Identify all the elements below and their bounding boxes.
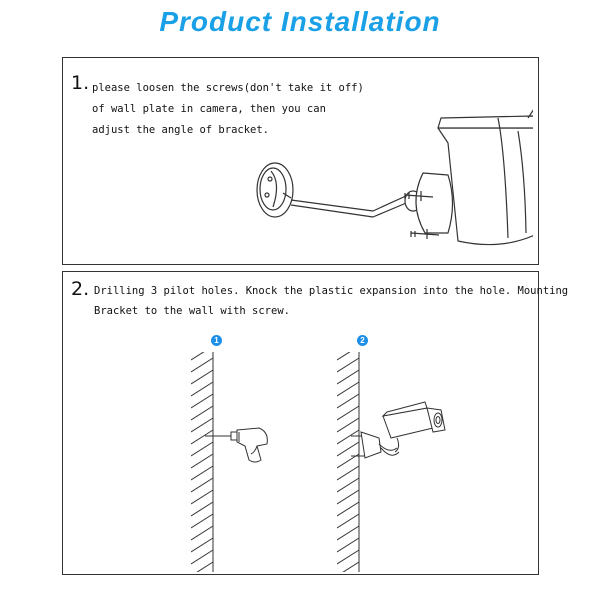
step-1-line-3: adjust the angle of bracket. (92, 124, 270, 136)
drilling-illustration (191, 352, 301, 572)
wall-hatch (191, 352, 213, 572)
step-1-panel (62, 57, 539, 265)
step-1-line-1: please loosen the screws(don't take it off) (92, 82, 364, 94)
wall-plate-illustration (257, 163, 293, 217)
step-2-instructions (94, 281, 569, 321)
step-1-number: 1. (71, 72, 90, 94)
step-2-line-2: Bracket to the wall with screw. (94, 305, 290, 317)
drill-icon (205, 428, 267, 462)
camera-mount-illustration (243, 83, 533, 263)
sub-step-1-badge: 1 (211, 335, 222, 346)
sub-step-2-badge: 2 (357, 335, 368, 346)
step-2-number: 2. (71, 278, 90, 300)
page-title: Product Installation (159, 6, 441, 37)
mounted-camera-illustration (337, 352, 487, 572)
step-2-panel (62, 271, 569, 575)
step-2-line-1: Drilling 3 pilot holes. Knock the plastic expansion into the hole. Mounting (94, 285, 569, 297)
wall-hatch (337, 352, 359, 572)
step-1-line-2: of wall plate in camera, then you can (92, 103, 326, 115)
